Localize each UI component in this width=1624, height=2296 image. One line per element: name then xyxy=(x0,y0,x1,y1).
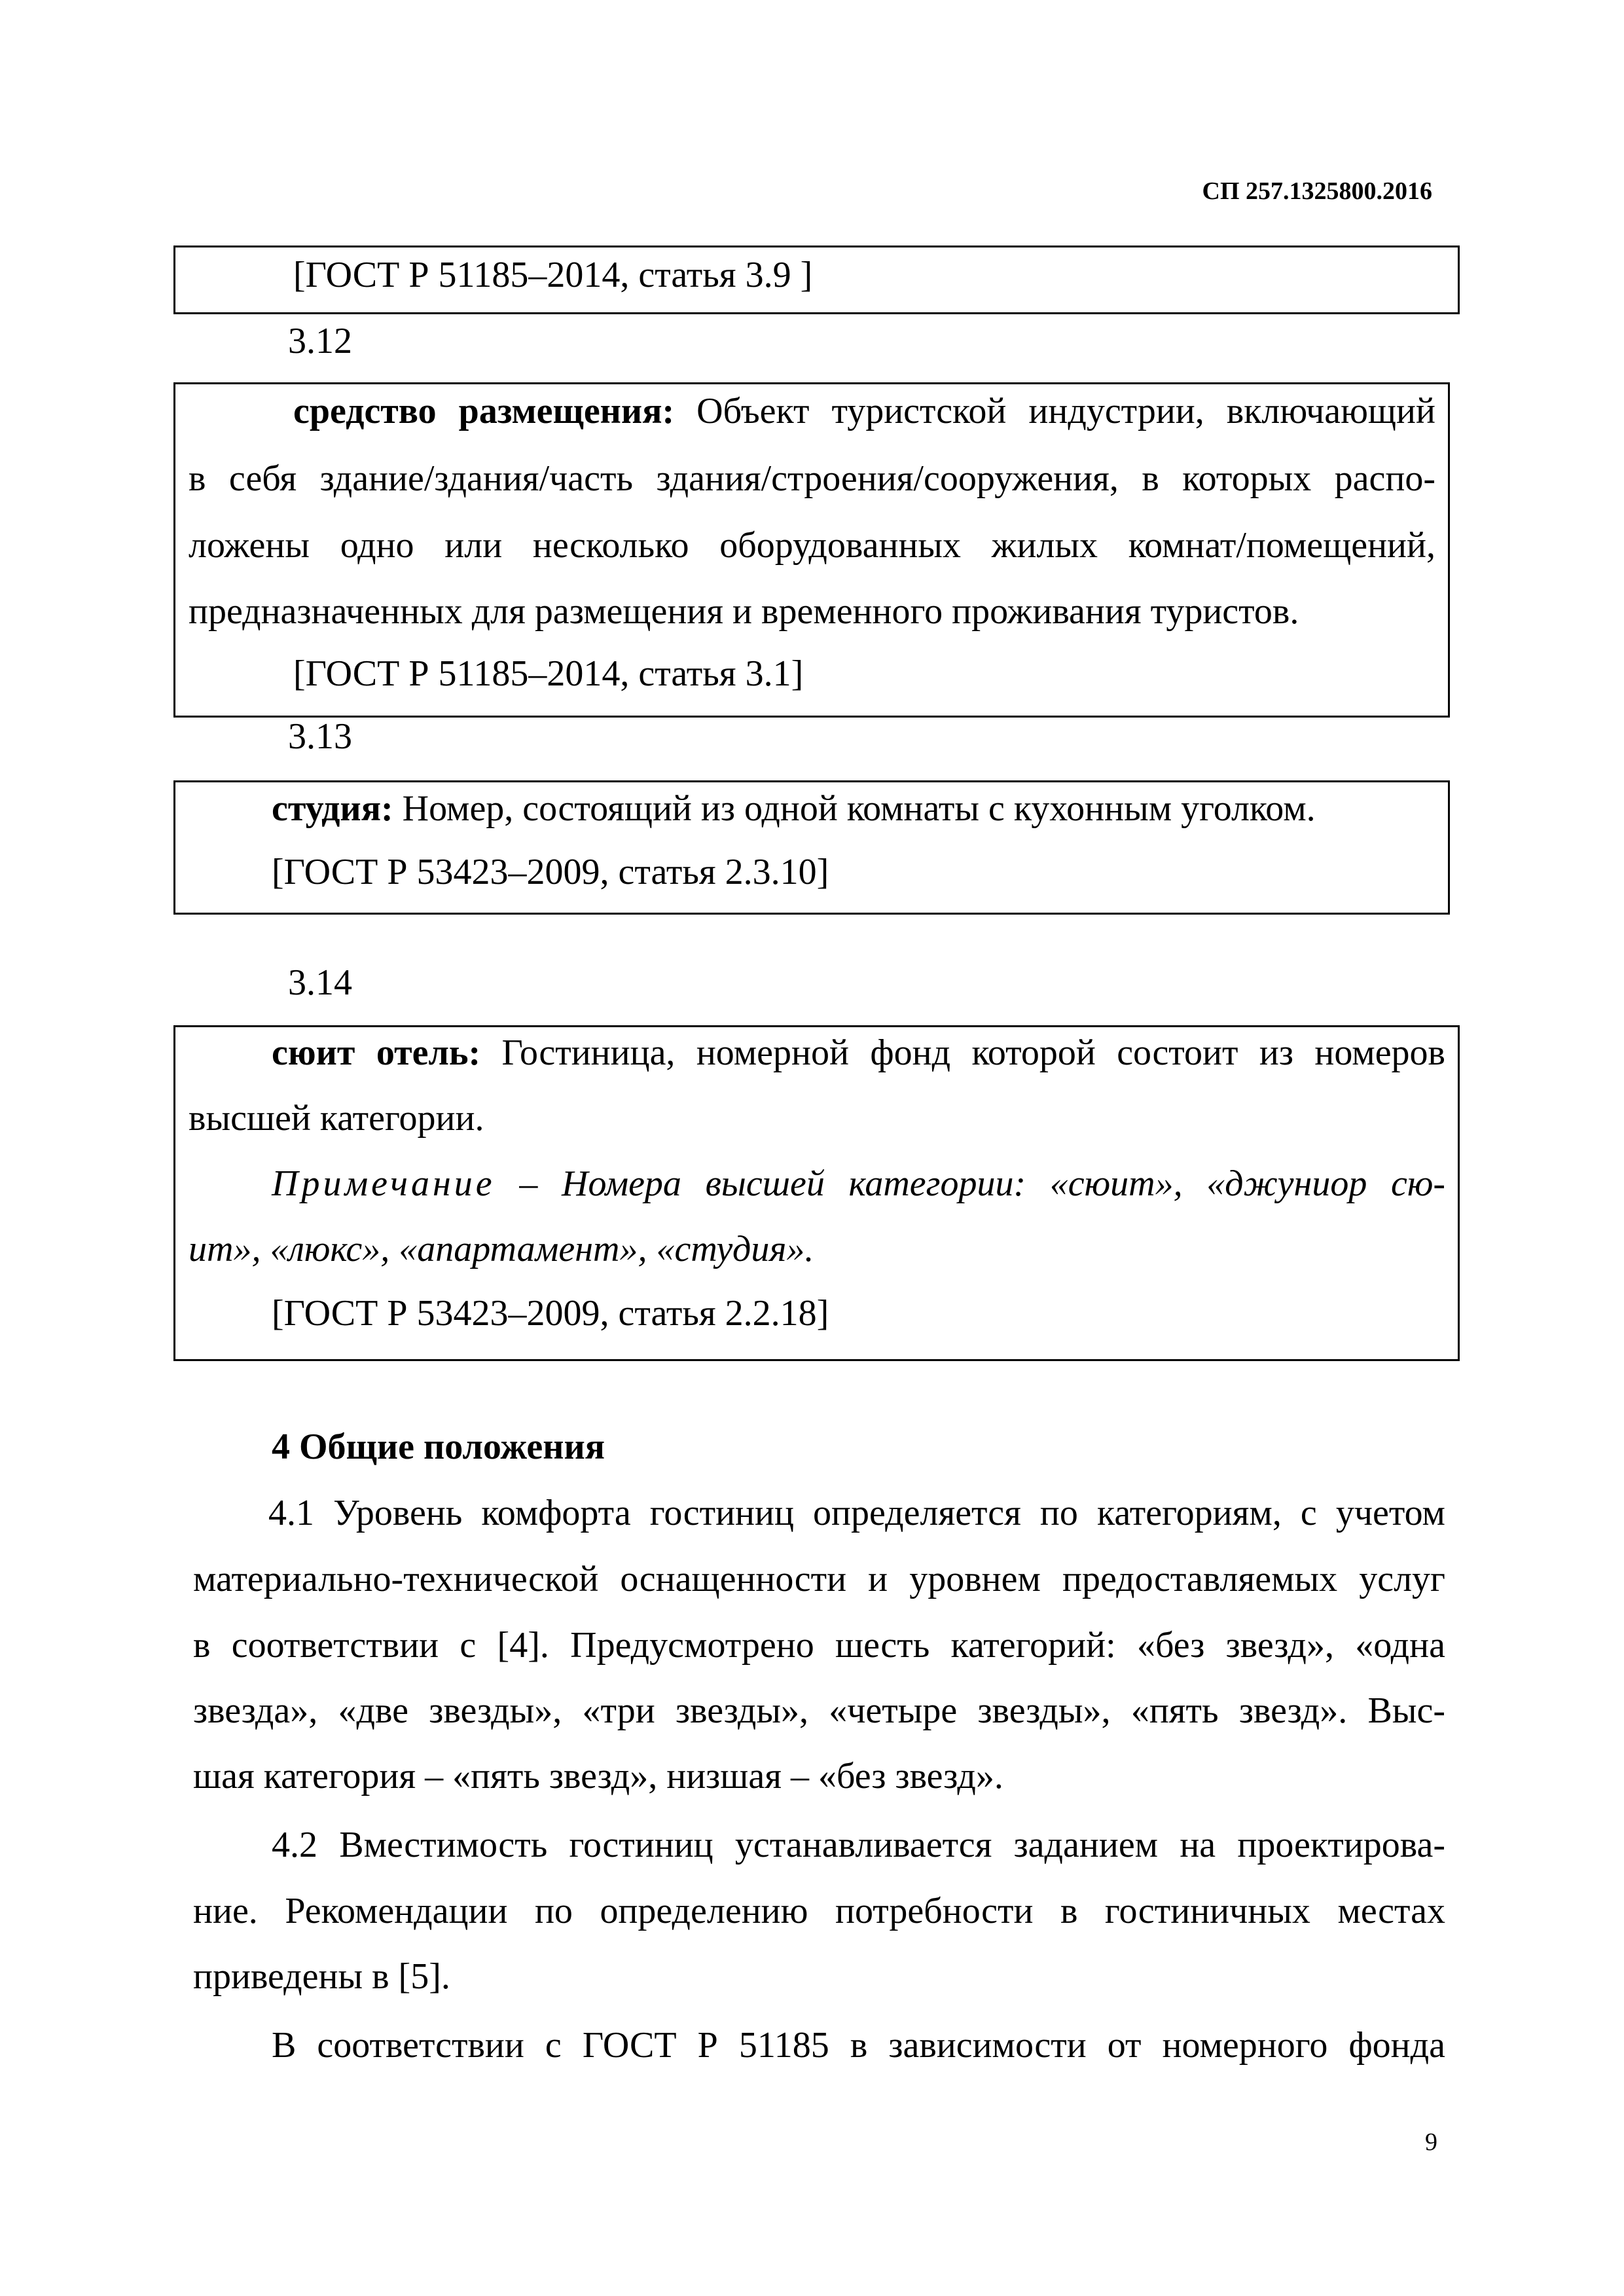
term-number: 3.14 xyxy=(288,962,352,1003)
note-line: Примечание – Номера высшей категории: «сюит», «джуниор сю- xyxy=(272,1163,1445,1204)
term-title: сюит отель: xyxy=(272,1032,481,1073)
source-reference: [ГОСТ Р 53423–2009, статья 2.2.18] xyxy=(272,1293,829,1334)
term-line: сюит отель: Гостиница, номерной фонд которой состоит из номеров xyxy=(272,1032,1445,1073)
term-definition-line: ложены одно или несколько оборудованных жилых комнат/помещений, xyxy=(189,525,1435,566)
term-definition-line: предназначенных для размещения и временного проживания туристов. xyxy=(189,591,1299,632)
page-number: 9 xyxy=(1425,2128,1437,2156)
paragraph-line: В соответствии с ГОСТ Р 51185 в зависимости от номерного фонда xyxy=(272,2025,1445,2066)
term-number: 3.12 xyxy=(288,321,352,361)
source-reference: [ГОСТ Р 53423–2009, статья 2.3.10] xyxy=(272,852,829,892)
term-number: 3.13 xyxy=(288,716,352,757)
note-line: ит», «люкс», «апартамент», «студия». xyxy=(189,1229,814,1269)
source-reference: [ГОСТ Р 51185–2014, статья 3.1] xyxy=(293,653,804,694)
paragraph-line: шая категория – «пять звезд», низшая – «без звезд». xyxy=(193,1756,1003,1796)
paragraph-line: 4.1 Уровень комфорта гостиниц определяется по категориям, с учетом xyxy=(268,1493,1445,1533)
paragraph-line: приведены в [5]. xyxy=(193,1956,450,1997)
term-title: студия: xyxy=(272,788,393,829)
paragraph-line: ние. Рекомендации по определению потребности в гостиничных местах xyxy=(193,1891,1445,1931)
paragraph-line: материально-технической оснащенности и уровнем предоставляемых услуг xyxy=(193,1559,1445,1599)
paragraph-line: 4.2 Вместимость гостиниц устанавливается заданием на проектирова- xyxy=(272,1825,1445,1865)
term-definition-line: в себя здание/здания/часть здания/строения/сооружения, в которых распо- xyxy=(189,458,1435,499)
paragraph-line: звезда», «две звезды», «три звезды», «четыре звезды», «пять звезд». Выс- xyxy=(193,1690,1445,1731)
term-line: средство размещения: Объект туристской индустрии, включающий xyxy=(293,391,1435,431)
term-title: средство размещения: xyxy=(293,391,675,431)
section-title: 4 Общие положения xyxy=(272,1427,605,1467)
term-definition-line: высшей категории. xyxy=(189,1098,484,1139)
term-line: студия: Номер, состоящий из одной комнаты с кухонным уголком. xyxy=(272,788,1316,829)
note-label: Примечание xyxy=(272,1163,496,1204)
source-reference: [ГОСТ Р 51185–2014, статья 3.9 ] xyxy=(293,255,813,295)
paragraph-line: в соответствии с [4]. Предусмотрено шесть категорий: «без звезд», «одна xyxy=(193,1625,1445,1666)
document-code: СП 257.1325800.2016 xyxy=(1202,177,1432,205)
